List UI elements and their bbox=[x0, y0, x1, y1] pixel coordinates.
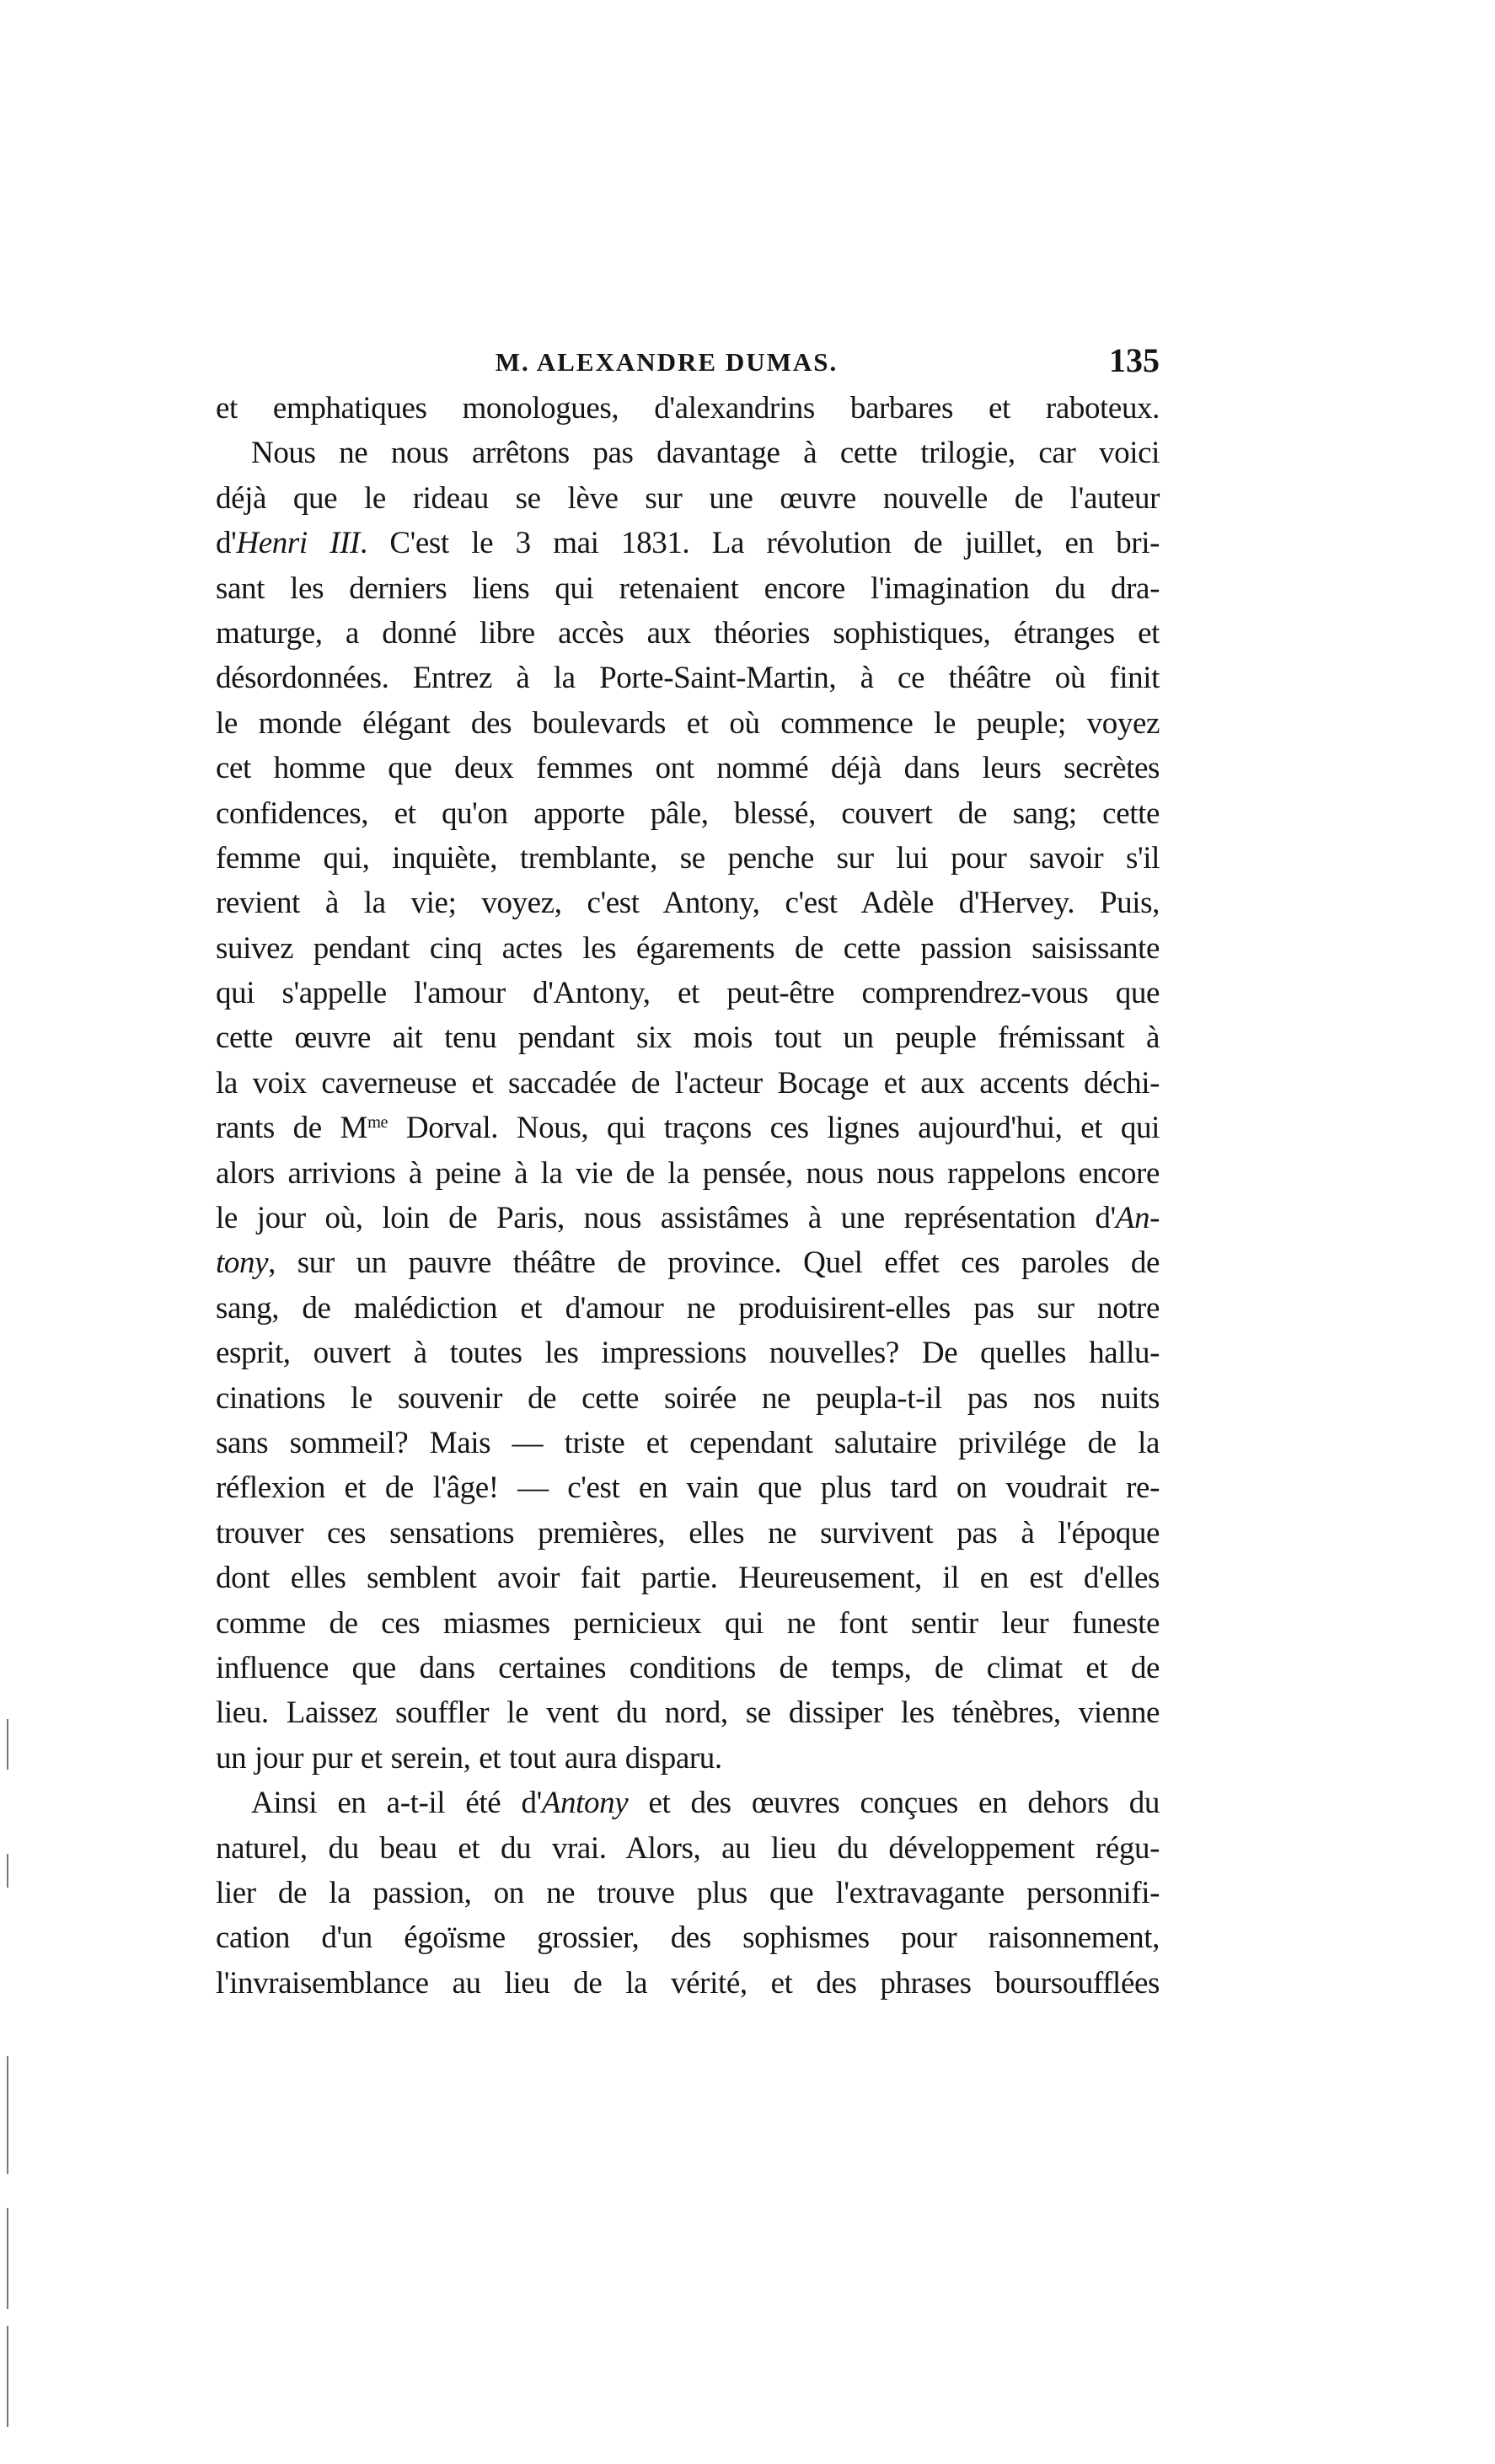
text-segment: la voix caverneuse et saccadée de l'acteur Bocage et aux accents déchi- bbox=[216, 1065, 1160, 1101]
text-line bbox=[216, 1871, 1160, 1915]
text-segment: l'invraisemblance au lieu de la vérité, et des phrases boursoufflées bbox=[216, 1965, 1160, 2001]
text-segment: influence que dans certaines conditions de temps, de climat et de bbox=[216, 1650, 1160, 1685]
text-segment: cette œuvre ait tenu pendant six mois tout un peuple frémissant à bbox=[216, 1020, 1160, 1056]
text-segment: et emphatiques monologues, d'alexandrins barbares et raboteux. bbox=[216, 391, 1160, 426]
text-segment: sans sommeil? Mais — triste et cependant salutaire privilége de la bbox=[216, 1425, 1160, 1460]
text-line bbox=[216, 1286, 1160, 1331]
scan-margin-mark bbox=[7, 2326, 8, 2427]
text-segment: sant les derniers liens qui retenaient encore l'imagination du dra- bbox=[216, 570, 1160, 606]
text-line bbox=[216, 1601, 1160, 1646]
italic-title: tony bbox=[216, 1245, 269, 1281]
text-line bbox=[216, 1196, 1160, 1240]
text-segment: revient à la vie; voyez, c'est Antony, c'est Adèle d'Hervey. Puis, bbox=[216, 886, 1160, 921]
text-line bbox=[216, 1376, 1160, 1421]
text-line bbox=[216, 431, 1160, 475]
text-line bbox=[216, 1106, 1160, 1150]
text-line bbox=[216, 1826, 1160, 1871]
text-segment: trouver ces sensations premières, elles ne survivent pas à l'époque bbox=[216, 1515, 1160, 1551]
text-segment: Ainsi en a-t-il été d' bbox=[251, 1786, 542, 1821]
text-line bbox=[216, 566, 1160, 611]
text-segment: lier de la passion, on ne trouve plus que l'extravagante personnifi- bbox=[216, 1875, 1160, 1910]
text-segment: esprit, ouvert à toutes les impressions nouvelles? De quelles hallu- bbox=[216, 1336, 1160, 1371]
text-segment: un jour pur et serein, et tout aura disparu. bbox=[216, 1740, 722, 1776]
text-line bbox=[216, 1151, 1160, 1196]
text-segment: sang, de malédiction et d'amour ne produisirent-elles pas sur notre bbox=[216, 1290, 1160, 1326]
text-segment: suivez pendant cinq actes les égarements de cette passion saisissante bbox=[216, 930, 1160, 966]
text-segment: lieu. Laissez souffler le vent du nord, se dissiper les ténèbres, vienne bbox=[216, 1695, 1160, 1731]
body-text bbox=[216, 386, 1160, 2006]
text-segment: qui s'appelle l'amour d'Antony, et peut-être comprendrez-vous que bbox=[216, 976, 1160, 1011]
text-line bbox=[216, 1061, 1160, 1106]
text-line bbox=[216, 1465, 1160, 1510]
text-line bbox=[216, 791, 1160, 836]
text-segment: déjà que le rideau se lève sur une œuvre nouvelle de l'auteur bbox=[216, 480, 1160, 516]
text-line bbox=[216, 1915, 1160, 1960]
text-line bbox=[216, 1421, 1160, 1465]
text-segment: cinations le souvenir de cette soirée ne peupla-t-il pas nos nuits bbox=[216, 1380, 1160, 1416]
text-segment: , sur un pauvre théâtre de province. Quel effet ces paroles de bbox=[268, 1245, 1160, 1281]
text-line bbox=[216, 1961, 1160, 2006]
text-segment: naturel, du beau et du vrai. Alors, au lieu du développement régu- bbox=[216, 1830, 1160, 1866]
text-line bbox=[216, 656, 1160, 700]
text-segment: le monde élégant des boulevards et où commence le peuple; voyez bbox=[216, 705, 1160, 741]
text-line bbox=[216, 881, 1160, 925]
text-segment: réflexion et de l'âge! — c'est en vain que plus tard on voudrait re- bbox=[216, 1470, 1160, 1506]
text-line bbox=[216, 1781, 1160, 1825]
text-segment: cet homme que deux femmes ont nommé déjà dans leurs secrètes bbox=[216, 751, 1160, 786]
page-header bbox=[216, 340, 1160, 383]
text-line bbox=[216, 1331, 1160, 1375]
text-line bbox=[216, 1556, 1160, 1600]
text-line bbox=[216, 1511, 1160, 1556]
text-line bbox=[216, 521, 1160, 565]
text-segment: rants de M bbox=[216, 1111, 368, 1146]
text-line bbox=[216, 1646, 1160, 1690]
text-segment: femme qui, inquiète, tremblante, se penche sur lui pour savoir s'il bbox=[216, 840, 1160, 876]
text-line bbox=[216, 701, 1160, 746]
text-segment: . C'est le 3 mai 1831. La révolution de juillet, en bri- bbox=[359, 526, 1160, 561]
text-segment: confidences, et qu'on apporte pâle, blessé, couvert de sang; cette bbox=[216, 795, 1160, 831]
scan-margin-mark bbox=[7, 1719, 8, 1770]
italic-title: Henri III bbox=[236, 526, 360, 561]
text-line bbox=[216, 746, 1160, 790]
text-segment: maturge, a donné libre accès aux théories sophistiques, étranges et bbox=[216, 615, 1160, 651]
text-line bbox=[216, 611, 1160, 656]
scan-margin-mark bbox=[7, 2056, 8, 2174]
text-line bbox=[216, 971, 1160, 1015]
page-number: 135 bbox=[1109, 341, 1160, 379]
text-segment: alors arrivions à peine à la vie de la pensée, nous nous rappelons encore bbox=[216, 1155, 1160, 1191]
text-segment: Nous ne nous arrêtons pas davantage à cette trilogie, car voici bbox=[251, 436, 1160, 471]
text-segment: le jour où, loin de Paris, nous assistâmes à une représentation d' bbox=[216, 1201, 1116, 1236]
text-segment: comme de ces miasmes pernicieux qui ne font sentir leur funeste bbox=[216, 1605, 1160, 1641]
text-segment: et des œuvres conçues en dehors du bbox=[628, 1786, 1160, 1821]
scan-margin-mark bbox=[7, 2208, 8, 2309]
running-title: M. ALEXANDRE DUMAS. bbox=[495, 347, 839, 377]
italic-title: Antony bbox=[541, 1786, 629, 1821]
text-line bbox=[216, 1736, 1160, 1781]
text-segment: cation d'un égoïsme grossier, des sophismes pour raisonnement, bbox=[216, 1920, 1160, 1956]
superscript: me bbox=[367, 1113, 388, 1133]
text-line bbox=[216, 1690, 1160, 1735]
italic-title: An- bbox=[1115, 1201, 1160, 1236]
text-segment: Dorval. Nous, qui traçons ces lignes aujourd'hui, et qui bbox=[388, 1111, 1160, 1146]
text-line bbox=[216, 926, 1160, 971]
text-segment: d' bbox=[216, 526, 237, 561]
text-segment: dont elles semblent avoir fait partie. Heureusement, il en est d'elles bbox=[216, 1561, 1160, 1596]
scan-margin-mark bbox=[7, 1854, 8, 1888]
text-line bbox=[216, 386, 1160, 431]
text-line bbox=[216, 1240, 1160, 1285]
text-line bbox=[216, 476, 1160, 521]
text-line bbox=[216, 836, 1160, 881]
text-line bbox=[216, 1015, 1160, 1060]
text-segment: désordonnées. Entrez à la Porte-Saint-Martin, à ce théâtre où finit bbox=[216, 661, 1160, 696]
